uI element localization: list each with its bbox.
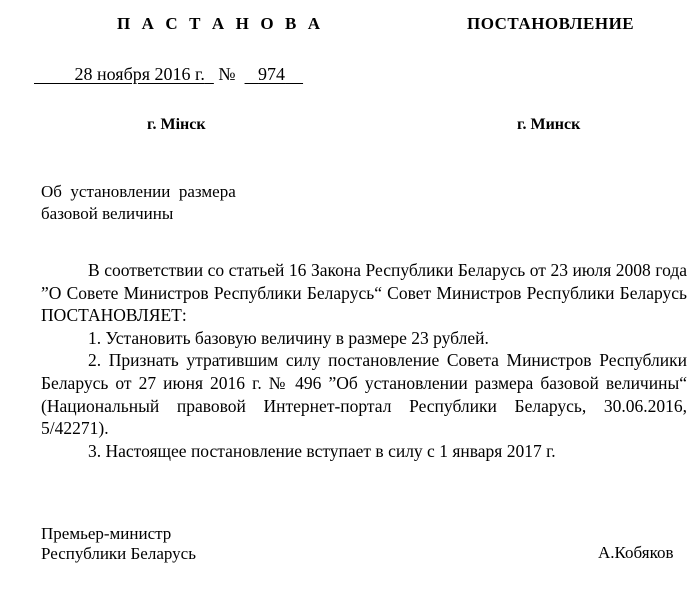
title-russian: ПОСТАНОВЛЕНИЕ — [467, 14, 635, 33]
item-paragraph-1: 1. Установить базовую величину в размере 23 рублей. — [88, 327, 489, 348]
item-paragraph-2: 2. Признать утратившим силу постановление Совета Министров Республики Беларусь от 27 июня 2016 г. № 496 ”Об установлении размера базовой величины“ (Национальный правовой Интернет-портал Республики Беларусь, 30.06.2016, 5/42271). — [41, 350, 687, 439]
title-belarusian: П А С Т А Н О В А — [117, 14, 324, 33]
subject-line: базовой величины — [41, 204, 174, 223]
position-line: Республики Беларусь — [41, 544, 196, 563]
city-russian: г. Минск — [517, 116, 581, 133]
position-line: Премьер-министр — [41, 524, 172, 543]
subject-line: Об установлении размера — [41, 182, 236, 201]
signatory-name: А.Кобяков — [598, 543, 674, 562]
preamble-paragraph: В соответствии со статьей 16 Закона Республики Беларусь от 23 июля 2008 года ”О Совете Министров Республики Беларусь“ Совет Министров Республики Беларусь ПОСТАНОВЛЯЕТ: — [41, 260, 687, 326]
number-sign: № — [218, 64, 236, 84]
document-number: 974 — [258, 64, 286, 84]
city-belarusian: г. Мiнск — [147, 116, 206, 133]
signatory-position — [41, 524, 196, 564]
date-number-line — [34, 64, 303, 85]
item-paragraph-3: 3. Настоящее постановление вступает в силу с 1 января 2017 г. — [88, 440, 556, 461]
document-body — [41, 259, 687, 462]
document-date: 28 ноября 2016 г. — [74, 64, 205, 84]
document-subject — [41, 181, 341, 225]
